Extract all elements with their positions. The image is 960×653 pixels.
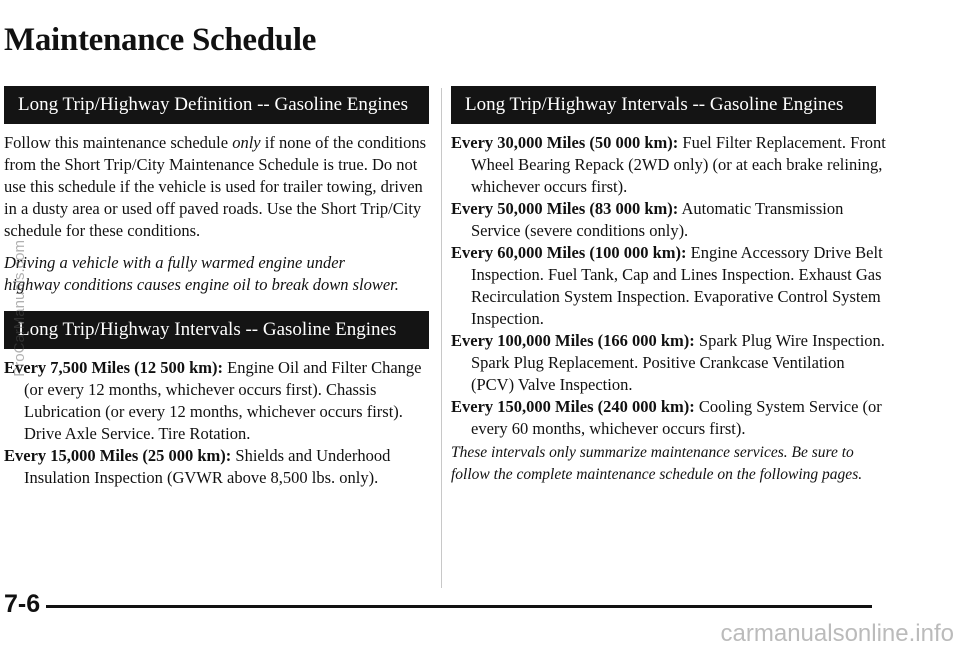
interval-label: Every 60,000 Miles (100 000 km): [451, 243, 687, 262]
interval-item [451, 198, 891, 242]
left-intervals-header: Long Trip/Highway Intervals -- Gasoline Engines [4, 311, 429, 349]
column-divider [441, 88, 442, 588]
summary-note: These intervals only summarize maintenance services. Be sure to follow the complete maintenance schedule on the following pages. [451, 444, 863, 483]
interval-item [451, 396, 891, 440]
interval-label: Every 150,000 Miles (240 000 km): [451, 397, 695, 416]
interval-item [4, 357, 429, 445]
definition-header: Long Trip/Highway Definition -- Gasoline Engines [4, 86, 429, 124]
footer-rule [46, 605, 872, 608]
interval-item [451, 132, 891, 198]
interval-label: Every 50,000 Miles (83 000 km): [451, 199, 679, 218]
bottom-watermark: carmanualsonline.info [720, 620, 954, 647]
vertical-watermark: ProCarManuals.com [11, 240, 28, 377]
interval-text: Fuel Filter Replacement. Front Wheel Bearing Repack (2WD only) (or at each brake relining, whichever occurs first). [471, 133, 886, 196]
interval-text: Automatic Transmission Service (severe conditions only). [471, 199, 844, 240]
interval-item [4, 445, 429, 489]
interval-text: Engine Accessory Drive Belt Inspection. Fuel Tank, Cap and Lines Inspection. Exhaust Gas Recirculation System Inspection. Evaporative Control System Inspection. [471, 243, 883, 328]
interval-label: Every 7,500 Miles (12 500 km): [4, 358, 224, 377]
page-title: Maintenance Schedule [4, 22, 317, 58]
right-intervals-header: Long Trip/Highway Intervals -- Gasoline Engines [451, 86, 876, 124]
interval-label: Every 100,000 Miles (166 000 km): [451, 331, 695, 350]
left-column [4, 86, 429, 489]
definition-text-before: Follow this maintenance schedule [4, 133, 233, 152]
interval-text: Engine Oil and Filter Change (or every 12 months, whichever occurs first). Chassis Lubrication (or every 12 months, whichever occurs first). Drive Axle Service. Tire Rotation. [24, 358, 422, 443]
interval-text: Spark Plug Wire Inspection. Spark Plug Replacement. Positive Crankcase Ventilation (PCV) Valve Inspection. [471, 331, 885, 394]
interval-item [451, 330, 891, 396]
page-number: 7-6 [4, 590, 41, 618]
highway-note: Driving a vehicle with a fully warmed engine under highway conditions causes engine oil to break down slower. [4, 253, 399, 294]
interval-text: Cooling System Service (or every 60 months, whichever occurs first). [471, 397, 882, 438]
interval-label: Every 15,000 Miles (25 000 km): [4, 446, 232, 465]
interval-text: Shields and Underhood Insulation Inspection (GVWR above 8,500 lbs. only). [24, 446, 391, 487]
interval-item [451, 242, 891, 330]
definition-paragraph [4, 132, 429, 242]
interval-label: Every 30,000 Miles (50 000 km): [451, 133, 679, 152]
right-column [451, 86, 891, 486]
definition-emphasis: only [232, 133, 261, 152]
definition-text-after: if none of the conditions from the Short Trip/City Maintenance Schedule is true. Do not use this schedule if the vehicle is used for trailer towing, driven in a dusty area or used off paved roads. Use the Short Trip/City schedule for these conditions. [4, 133, 427, 240]
